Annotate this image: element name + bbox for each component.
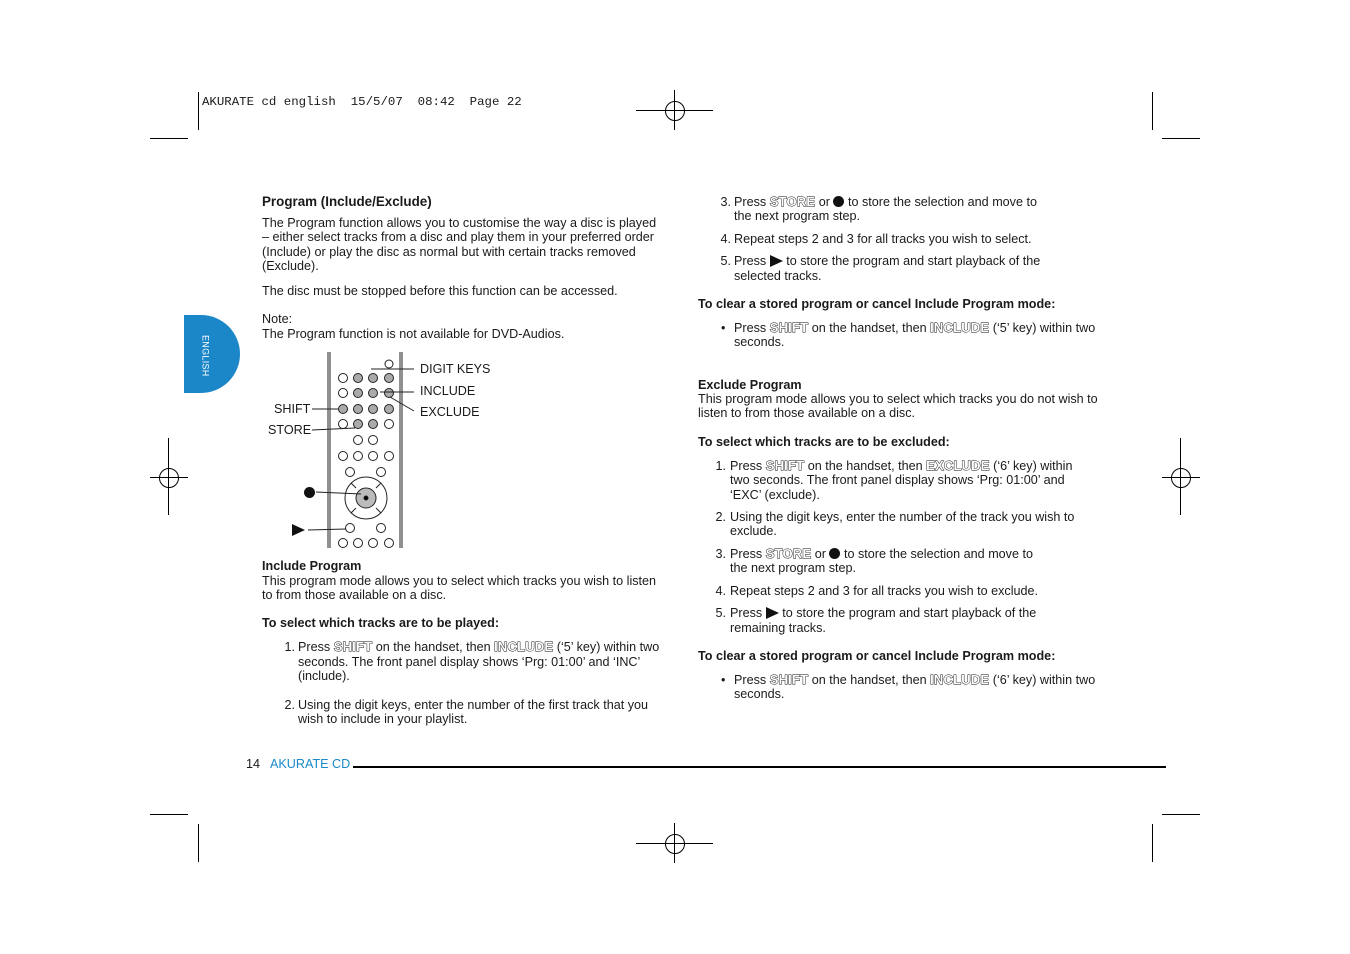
label-exclude: EXCLUDE	[420, 405, 480, 419]
record-dot-icon	[829, 548, 840, 559]
exclude-title: Exclude Program	[698, 378, 802, 392]
list-item: Press SHIFT on the handset, then INCLUDE (‘5’ key) within two	[298, 639, 660, 654]
list-item: Press to store the program and start playback of the	[730, 606, 1037, 620]
clear-heading: To clear a stored program or cancel Include Program mode:	[698, 297, 1056, 311]
list-item: Press SHIFT on the handset, then INCLUDE (‘5’ key) within two	[734, 320, 1096, 335]
intro-paragraph: The Program function allows you to customise the way a disc is played – either select tracks from a disc and play them in your preferred order (Include) or play the disc as normal but with certain tracks removed (Exclude).	[262, 216, 657, 274]
include-description: This program mode allows you to select which tracks you wish to listen to from those available on a disc.	[262, 574, 657, 603]
print-slug: AKURATE cd english 15/5/07 08:42 Page 22	[202, 95, 522, 109]
play-triangle-icon	[766, 607, 779, 619]
list-item: Using the digit keys, enter the number of the track you wish to	[730, 510, 1075, 524]
include-select-heading: To select which tracks are to be played:	[262, 616, 500, 630]
page-number: 14	[246, 757, 261, 771]
note-label: Note:	[262, 312, 293, 326]
label-shift: SHIFT	[274, 402, 311, 416]
record-dot-icon	[833, 196, 844, 207]
list-item: Press STORE or to store the selection and move to	[734, 194, 1037, 209]
stopped-note: The disc must be stopped before this function can be accessed.	[262, 284, 618, 298]
list-item: Press SHIFT on the handset, then INCLUDE (‘6’ key) within two	[734, 672, 1096, 687]
list-item: Repeat steps 2 and 3 for all tracks you wish to select.	[734, 232, 1032, 246]
note-text: The Program function is not available for DVD-Audios.	[262, 327, 565, 341]
record-dot-icon	[304, 487, 315, 498]
language-tab	[184, 315, 240, 393]
list-item: Repeat steps 2 and 3 for all tracks you wish to exclude.	[730, 584, 1039, 598]
exclude-select-heading: To select which tracks are to be excluded:	[698, 435, 950, 449]
footer-product-name: AKURATE CD	[270, 757, 351, 771]
remote-control-illustration	[262, 350, 522, 550]
list-item: Press SHIFT on the handset, then EXCLUDE (‘6’ key) within	[730, 458, 1073, 473]
play-triangle-icon	[292, 524, 305, 536]
include-title: Include Program	[262, 559, 362, 573]
language-tab-label: ENGLISH	[200, 335, 211, 377]
label-include: INCLUDE	[420, 384, 476, 398]
list-item: Press to store the program and start playback of the	[734, 254, 1041, 268]
footer-rule	[353, 766, 1166, 768]
section-title: Program (Include/Exclude)	[262, 194, 432, 209]
label-store: STORE	[268, 423, 312, 437]
clear-heading: To clear a stored program or cancel Include Program mode:	[698, 649, 1056, 663]
play-triangle-icon	[770, 255, 783, 267]
list-item: Using the digit keys, enter the number of the first track that you	[298, 698, 648, 712]
exclude-description: This program mode allows you to select which tracks you do not wish to listen to from those available on a disc.	[698, 392, 1098, 421]
list-item: Press STORE or to store the selection and move to	[730, 546, 1033, 561]
label-digit-keys: DIGIT KEYS	[420, 362, 491, 376]
